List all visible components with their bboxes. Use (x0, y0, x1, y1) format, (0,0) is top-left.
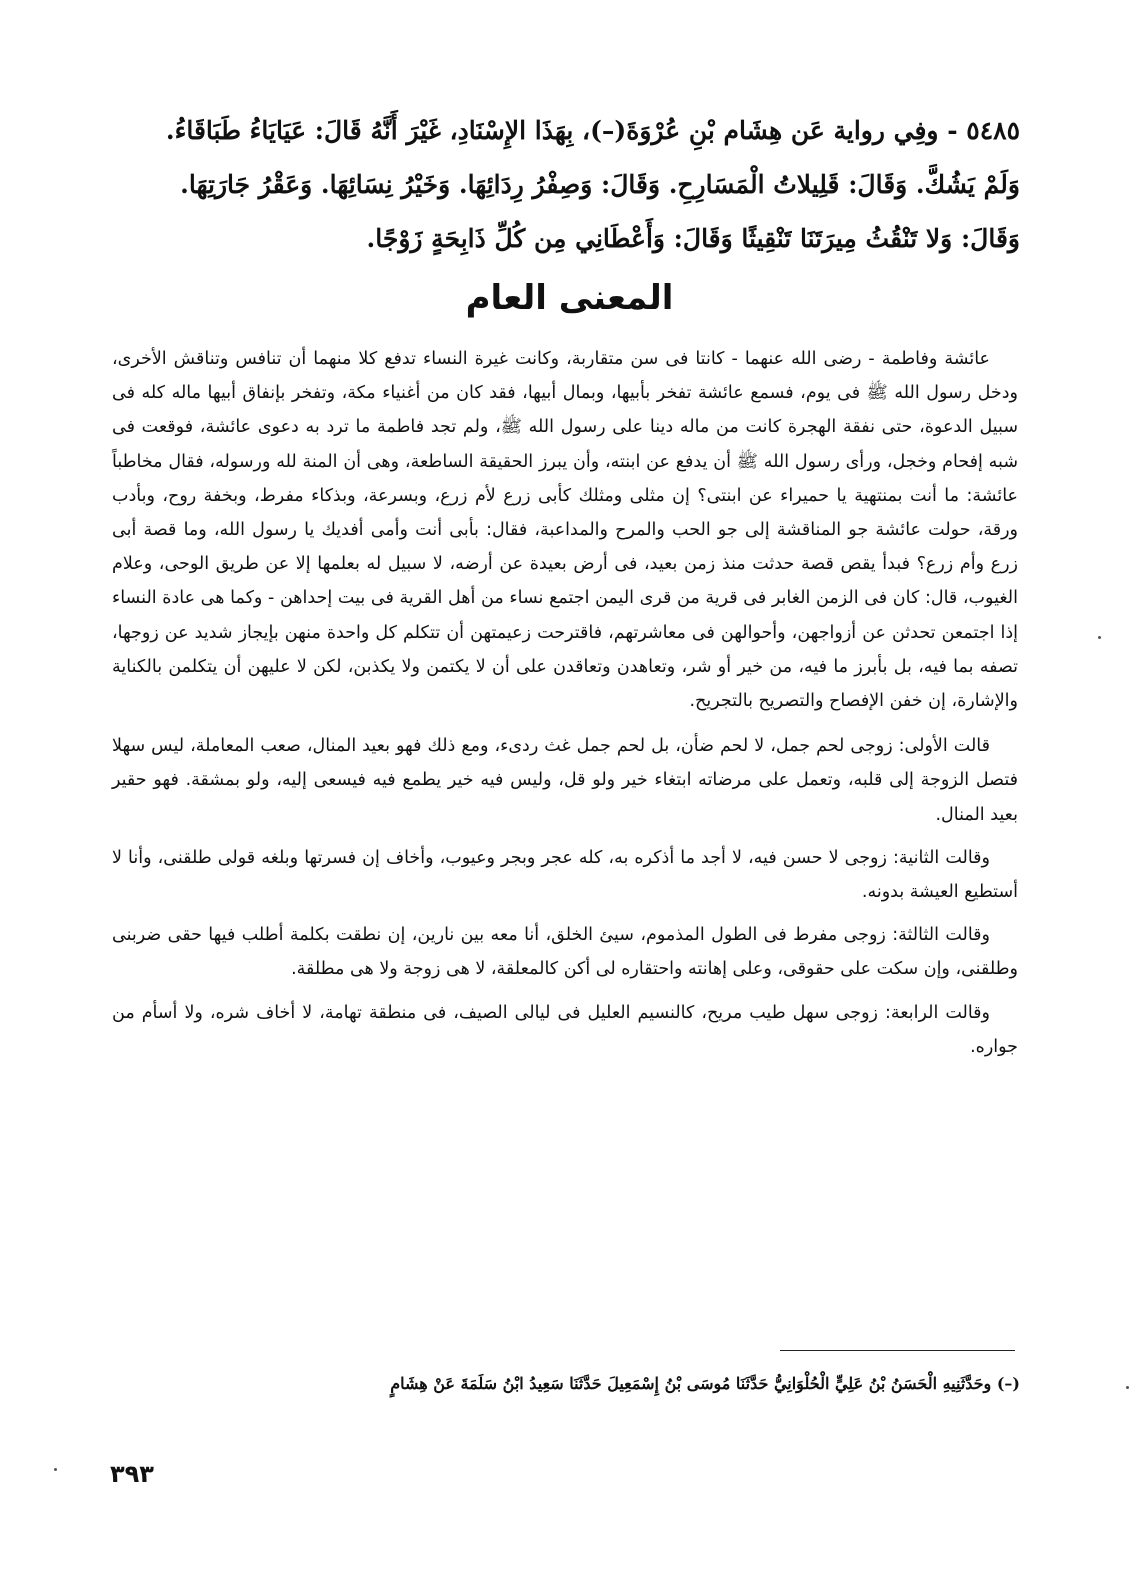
paragraph: وقالت الثالثة: زوجى مفرط فى الطول المذموم، سيئ الخلق، أنا معه بين نارين، إن نطقت بكلمة أطلب فيها حقى ضربنى وطلقنى، وإن سكت على حقوقى، وعلى إهانته واحتقاره لى أكن كالمعلقة، لا هى زوجة ولا هى مطلقة. (112, 925, 1018, 980)
scan-speck (1126, 1386, 1129, 1389)
paragraph: عائشة وفاطمة - رضى الله عنهما - كانتا فى سن متقاربة، وكانت غيرة النساء تدفع كلا منهما أن تنافس وتناقش الأخرى، ودخل رسول الله ﷺ فى يوم، فسمع عائشة تفخر بأبيها، وبمال أبيها، فقد كان من أغنياء مكة، وتفخر بإنفاق أبيها ماله كله فى سبيل الدعوة، حتى نفقة الهجرة كانت من ماله دينا على رسول الله ﷺ، ولم تجد فاطمة ما ترد به دعوى عائشة، فوقعت فى شبه إفحام وخجل، ورأى رسول الله ﷺ أن يدفع عن ابنته، وأن يبرز الحقيقة الساطعة، وهى أن المنة لله ورسوله، فقال مخاطباً عائشة: ما أنت بمنتهية يا حميراء عن ابنتى؟ إن مثلى ومثلك كأبى زرع لأم زرع، وبسرعة، وبذكاء مفرط، وبخفة روح، وبأدب ورقة، حولت عائشة جو المناقشة إلى جو الحب والمرح والمداعبة، فقال: بأبى أنت وأمى أفديك يا رسول الله، وما قصة أبى زرع وأم زرع؟ فبدأ يقص قصة حدثت منذ زمن بعيد، فى أرض بعيدة عن أرضه، لا سبيل له بعلمها إلا عن طريق الوحى، وعلام الغيوب، قال: كان فى الزمن الغابر فى قرية من قرى اليمن اجتمع نساء من أهل القرية فى بيت إحداهن - وكما هى عادة النساء إذا اجتمعن تحدثن عن أزواجهن، وأحوالهن فى معاشرتهم، فاقترحت زعيمتهن أن تتكلم كل واحدة منهن بإيجاز شديد عن زوجها، تصفه بما فيه، بل بأبرز ما فيه، من خير أو شر، وتعاهدن وتعاقدن على أن لا يكتمن ولا يكذبن، لكن لا عليهن أن يتكلمن بالكناية والإشارة، إن خفن الإفصاح والتصريح بالتجريح. (112, 349, 1018, 712)
paragraph: وقالت الثانية: زوجى لا حسن فيه، لا أجد ما أذكره به، كله عجر وبجر وعيوب، وأخاف إن فسرتها وبلغه قولى طلقنى، وأنا لا أستطيع العيشة بدونه. (112, 847, 1018, 903)
scan-speck (54, 1468, 57, 1471)
scan-speck (1098, 636, 1101, 639)
footnote: (–) وحَدَّثَنِيهِ الْحَسَنُ بْنُ عَلِيٍّ الْحُلْوَانِيُّ حَدَّثَنَا مُوسَى بْنُ إِسْمَعِيلَ حَدَّثَنَا سَعِيدُ ابْنُ سَلَمَةَ عَنْ هِشَامٍ (390, 1374, 1020, 1393)
hadith-line: ٥٤٨٥ - وفِي رواية عَن هِشَام بْنِ عُرْوَةَ(–)، بِهَذَا الإِسْنَادِ، غَيْرَ أَنَّهُ قَالَ: عَيَايَاءُ طَبَاقَاءُ. (165, 116, 1020, 145)
hadith-line: وَلَمْ يَشُكَّ. وَقَالَ: قَلِيلاتُ الْمَسَارِحِ. وَقَالَ: وَصِفْرُ رِدَائِهَا. وَخَيْرُ نِسَائِهَا. وَعَقْرُ جَارَتِهَا. (180, 170, 1020, 199)
paragraph: قالت الأولى: زوجى لحم جمل، لا لحم ضأن، بل لحم جمل غث ردىء، ومع ذلك فهو بعيد المنال، صعب المعاملة، ليس سهلا فتصل الزوجة إلى قلبه، وتعمل على مرضاته ابتغاء خير ولو قل، وليس فيه خير يطمع فيه فيسعى إليه، ولو بمشقة. فهو حقير بعيد المنال. (112, 736, 1018, 825)
footnote-divider (780, 1350, 1015, 1351)
page-number: ٣٩٣ (110, 1460, 154, 1488)
section-title: المعنى العام (465, 278, 674, 318)
body-text (112, 342, 1018, 1073)
hadith-line: وَقَالَ: وَلا تَنْقُثُ مِيرَتَنَا تَنْقِيثًا وَقَالَ: وَأَعْطَانِي مِن كُلِّ ذَابِحَةٍ زَوْجًا. (366, 224, 1020, 253)
hadith-text (110, 104, 1020, 266)
paragraph: وقالت الرابعة: زوجى سهل طيب مريح، كالنسيم العليل فى ليالى الصيف، فى منطقة تهامة، لا أخاف شره، ولا أسأم من جواره. (112, 1002, 1018, 1057)
